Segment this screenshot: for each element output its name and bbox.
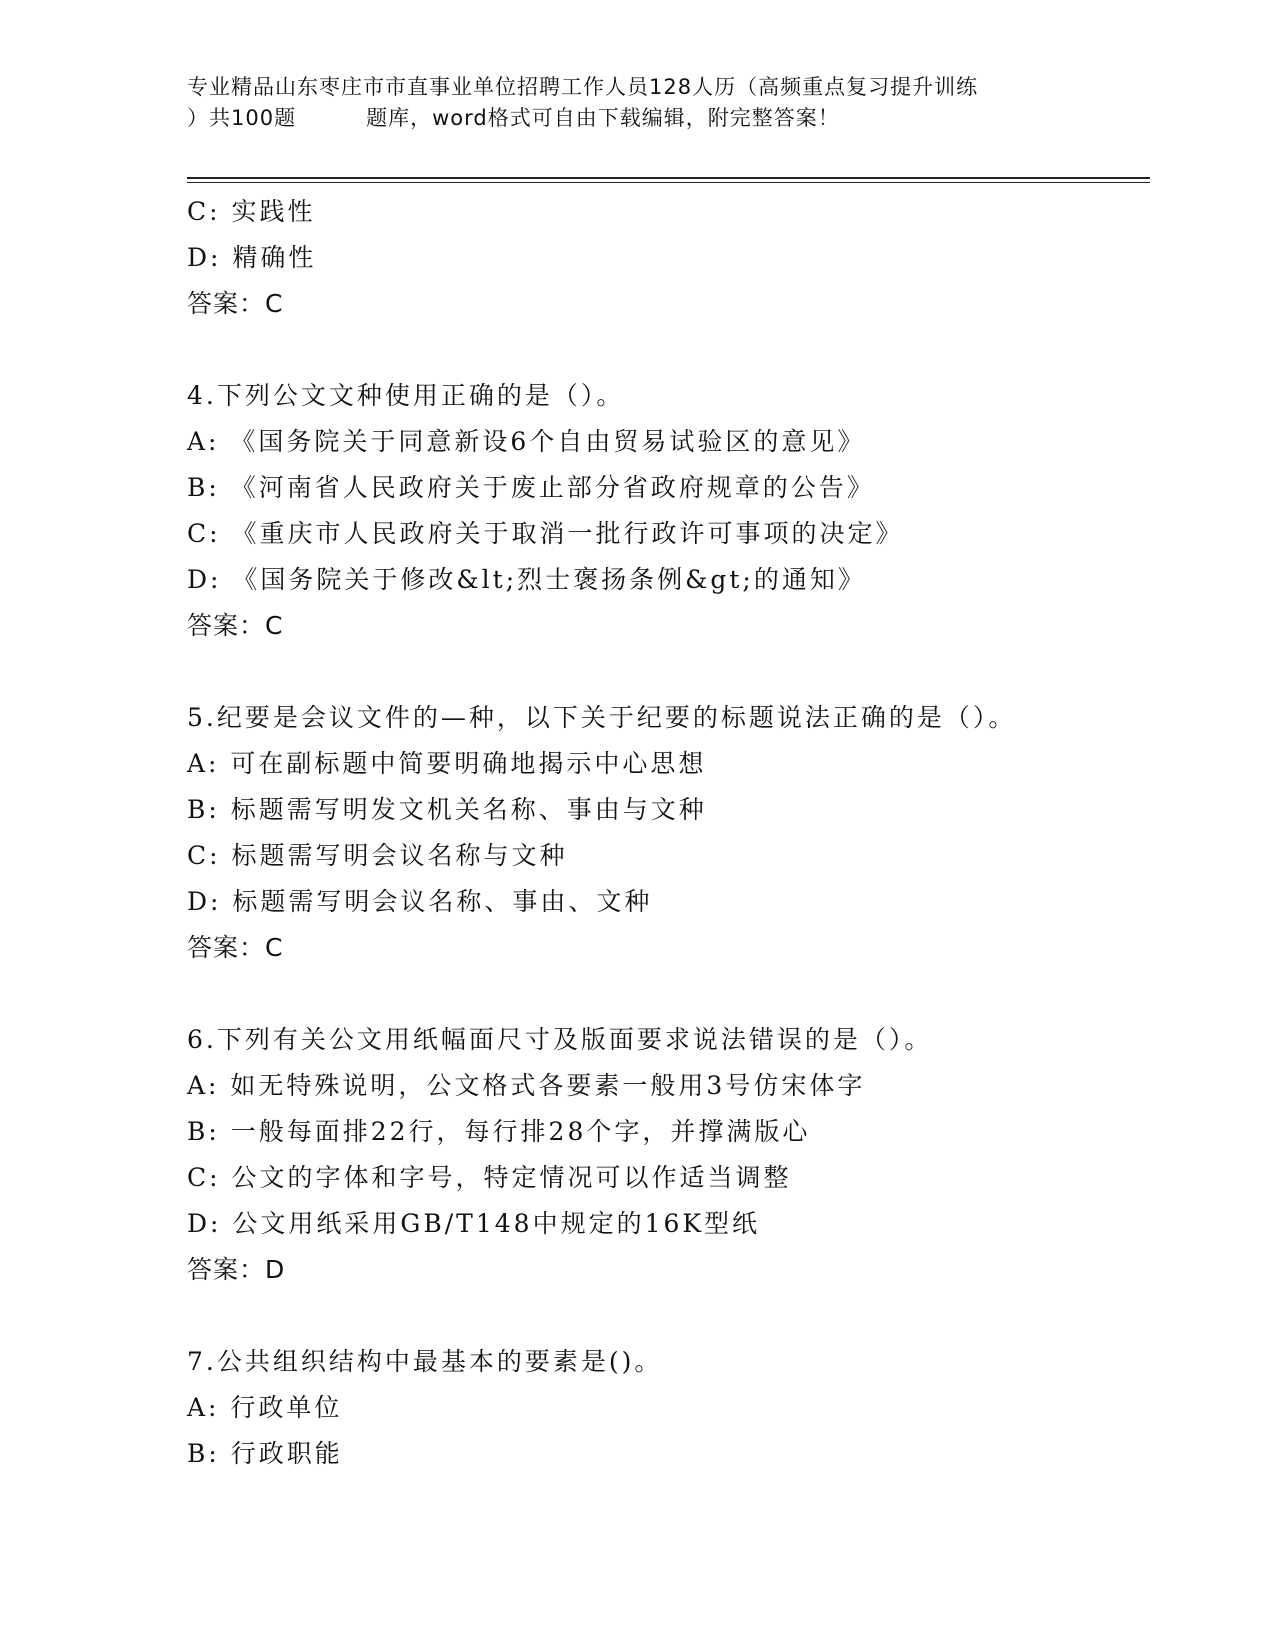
question-6	[187, 1017, 1167, 1293]
option-d: D: 标题需写明会议名称、事由、文种	[187, 887, 653, 916]
header-title-line1: 专业精品山东枣庄市市直事业单位招聘工作人员128人历（高频重点复习提升训练	[187, 75, 979, 99]
option-b: B: 标题需写明发文机关名称、事由与文种	[187, 795, 707, 824]
question-7	[187, 1339, 1167, 1477]
question-text: 7.公共组织结构中最基本的要素是()。	[187, 1347, 663, 1376]
question-text: 6.下列有关公文用纸幅面尺寸及版面要求说法错误的是（）。	[187, 1025, 933, 1054]
question-4	[187, 373, 1167, 649]
header-rule-thin	[187, 182, 1150, 183]
answer: 答案：C	[187, 289, 284, 318]
option-b: B: 《河南省人民政府关于废止部分省政府规章的公告》	[187, 473, 875, 502]
option-c: C: 公文的字体和字号，特定情况可以作适当调整	[187, 1163, 792, 1192]
spacer	[187, 327, 1167, 373]
option-a: A: 可在副标题中简要明确地揭示中心思想	[187, 749, 707, 778]
option-c: C: 实践性	[187, 197, 316, 226]
option-c: C: 《重庆市人民政府关于取消一批行政许可事项的决定》	[187, 519, 904, 548]
answer: 答案：C	[187, 611, 284, 640]
spacer	[187, 971, 1167, 1017]
question-list	[187, 189, 1167, 1477]
question-text: 5.纪要是会议文件的—种，以下关于纪要的标题说法正确的是（）。	[187, 703, 1017, 732]
document-header	[187, 72, 1167, 134]
option-c: C: 标题需写明会议名称与文种	[187, 841, 568, 870]
option-d: D: 《国务院关于修改&lt;烈士褒扬条例&gt;的通知》	[187, 565, 866, 594]
option-a: A: 行政单位	[187, 1393, 343, 1422]
answer: 答案：D	[187, 1255, 286, 1284]
option-b: B: 行政职能	[187, 1439, 343, 1468]
header-rule-thick	[187, 177, 1150, 179]
option-a: A: 《国务院关于同意新设6个自由贸易试验区的意见》	[187, 427, 866, 456]
header-title-line2	[187, 103, 1167, 134]
option-d: D: 公文用纸采用GB/T148中规定的16K型纸	[187, 1209, 761, 1238]
question-3-tail	[187, 189, 1167, 327]
spacer	[187, 649, 1167, 695]
option-b: B: 一般每面排22行，每行排28个字，并撑满版心	[187, 1117, 811, 1146]
spacer	[187, 1293, 1167, 1339]
option-a: A: 如无特殊说明，公文格式各要素一般用3号仿宋体字	[187, 1071, 866, 1100]
header-title-line2-b: 题库，word格式可自由下载编辑，附完整答案！	[366, 106, 840, 130]
answer: 答案：C	[187, 933, 284, 962]
question-5	[187, 695, 1167, 971]
question-text: 4.下列公文文种使用正确的是（）。	[187, 381, 625, 410]
header-title-line2-a: ）共100题	[187, 106, 297, 130]
option-d: D: 精确性	[187, 243, 317, 272]
